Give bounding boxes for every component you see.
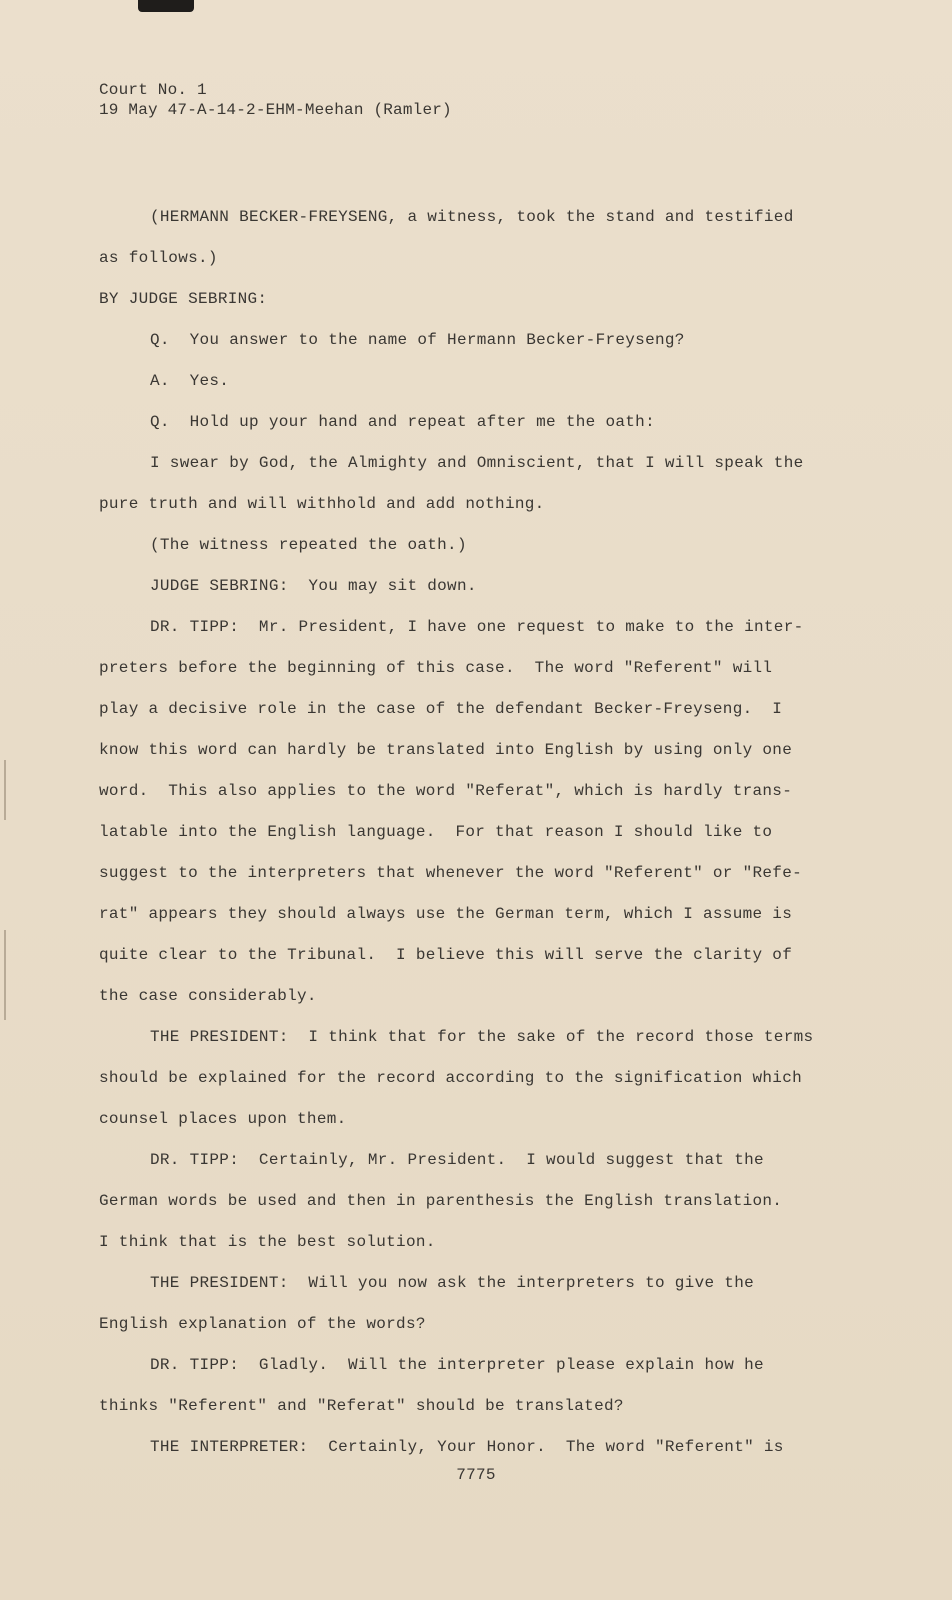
transcript-line: BY JUDGE SEBRING: xyxy=(99,290,268,308)
transcript-header xyxy=(99,80,452,120)
margin-mark xyxy=(4,760,6,820)
court-number: Court No. 1 xyxy=(99,81,207,99)
transcript-line: (HERMANN BECKER-FREYSENG, a witness, took the stand and testified xyxy=(150,208,794,226)
transcript-line: DR. TIPP: Certainly, Mr. President. I would suggest that the xyxy=(150,1151,764,1169)
margin-mark xyxy=(4,930,6,1020)
transcript-line: THE PRESIDENT: I think that for the sake of the record those terms xyxy=(150,1028,814,1046)
transcript-body xyxy=(99,206,839,1477)
transcript-line: preters before the beginning of this case. The word "Referent" will xyxy=(99,659,773,677)
transcript-line: as follows.) xyxy=(99,249,218,267)
transcript-line: rat" appears they should always use the German term, which I assume is xyxy=(99,905,793,923)
transcript-line: play a decisive role in the case of the defendant Becker-Freyseng. I xyxy=(99,700,783,718)
transcript-line: latable into the English language. For that reason I should like to xyxy=(99,823,773,841)
transcript-line: (The witness repeated the oath.) xyxy=(150,536,467,554)
transcript-line: suggest to the interpreters that whenever the word "Referent" or "Refe- xyxy=(99,864,803,882)
transcript-line: JUDGE SEBRING: You may sit down. xyxy=(150,577,477,595)
page-number: 7775 xyxy=(456,1466,496,1484)
transcript-line: counsel places upon them. xyxy=(99,1110,347,1128)
transcript-line: quite clear to the Tribunal. I believe this will serve the clarity of xyxy=(99,946,793,964)
transcript-line: DR. TIPP: Mr. President, I have one request to make to the inter- xyxy=(150,618,804,636)
session-reference: 19 May 47-A-14-2-EHM-Meehan (Ramler) xyxy=(99,101,452,119)
transcript-line: A. Yes. xyxy=(150,372,230,390)
transcript-line: Q. You answer to the name of Hermann Becker-Freyseng? xyxy=(150,331,685,349)
transcript-line: DR. TIPP: Gladly. Will the interpreter please explain how he xyxy=(150,1356,764,1374)
transcript-line: German words be used and then in parenthesis the English translation. xyxy=(99,1192,783,1210)
transcript-line: English explanation of the words? xyxy=(99,1315,426,1333)
transcript-line: should be explained for the record according to the signification which xyxy=(99,1069,803,1087)
transcript-line: the case considerably. xyxy=(99,987,317,1005)
transcript-line: THE PRESIDENT: Will you now ask the interpreters to give the xyxy=(150,1274,754,1292)
transcript-line: I think that is the best solution. xyxy=(99,1233,436,1251)
transcript-line: I swear by God, the Almighty and Omniscient, that I will speak the xyxy=(150,454,804,472)
transcript-line: word. This also applies to the word "Referat", which is hardly trans- xyxy=(99,782,793,800)
binding-tab xyxy=(138,0,194,12)
transcript-line: Q. Hold up your hand and repeat after me the oath: xyxy=(150,413,655,431)
transcript-line: know this word can hardly be translated into English by using only one xyxy=(99,741,793,759)
transcript-line: THE INTERPRETER: Certainly, Your Honor. The word "Referent" is xyxy=(150,1438,784,1456)
transcript-line: thinks "Referent" and "Referat" should be translated? xyxy=(99,1397,624,1415)
transcript-line: pure truth and will withhold and add nothing. xyxy=(99,495,545,513)
